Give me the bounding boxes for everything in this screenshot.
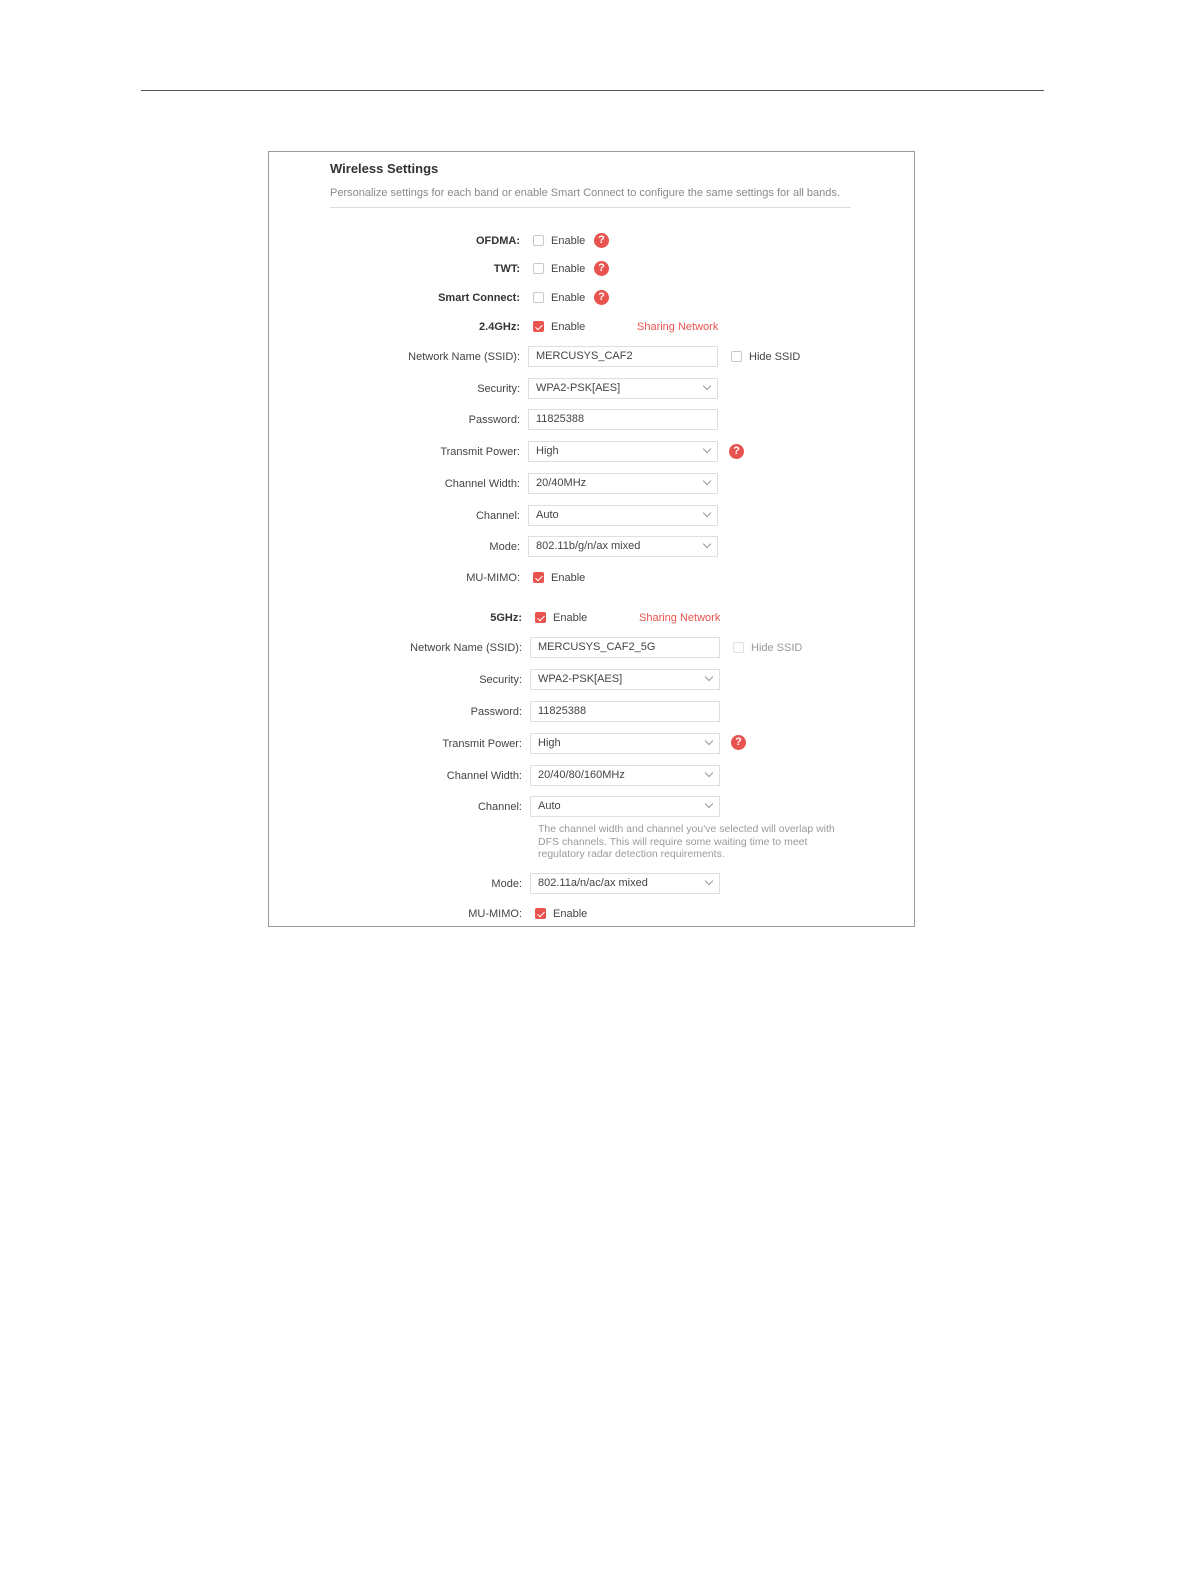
band-5-sharing-network-link[interactable]: Sharing Network (639, 612, 721, 624)
mumimo-24-enable-text: Enable (551, 572, 586, 584)
chevron-down-icon (703, 509, 711, 517)
ssid-24-label: Network Name (SSID): (408, 351, 520, 363)
chevron-down-icon (705, 877, 713, 885)
security-24-select[interactable] (528, 378, 718, 399)
help-icon[interactable]: ? (594, 261, 609, 276)
password-5-label: Password: (470, 706, 522, 718)
dfs-warning-note: The channel width and channel you've selected will overlap with DFS channels. This will require some waiting time to meet regulatory radar detection requirements. (538, 823, 835, 860)
ofdma-checkbox[interactable] (533, 235, 544, 246)
panel-title: Wireless Settings (330, 161, 439, 176)
transmit-power-24-label: Transmit Power: (440, 446, 520, 458)
twt-enable-text: Enable (551, 263, 586, 275)
transmit-power-5-label: Transmit Power: (442, 738, 522, 750)
ssid-24-input[interactable] (528, 346, 718, 367)
band-5-enable-checkbox[interactable] (535, 612, 546, 623)
smart-connect-enable-text: Enable (551, 292, 586, 304)
chevron-down-icon (703, 477, 711, 485)
ofdma-enable-text: Enable (551, 235, 586, 247)
page-header-rule (141, 90, 1044, 91)
chevron-down-icon (705, 769, 713, 777)
ssid-5-label: Network Name (SSID): (410, 642, 522, 654)
security-5-label: Security: (479, 674, 522, 686)
smart-connect-checkbox[interactable] (533, 292, 544, 303)
ssid-24-value: MERCUSYS_CAF2 (536, 350, 633, 362)
channel-width-24-select[interactable] (528, 473, 718, 494)
password-5-value: 11825388 (538, 705, 587, 717)
help-icon[interactable]: ? (594, 290, 609, 305)
help-icon[interactable]: ? (729, 444, 744, 459)
password-24-value: 11825388 (536, 413, 585, 425)
smart-connect-label: Smart Connect: (438, 292, 520, 304)
hide-ssid-5-checkbox[interactable] (733, 642, 744, 653)
twt-label: TWT: (493, 263, 520, 275)
ofdma-label: OFDMA: (476, 235, 520, 247)
mode-5-select[interactable] (530, 873, 720, 894)
mode-24-select[interactable] (528, 536, 718, 557)
twt-checkbox[interactable] (533, 263, 544, 274)
title-divider (330, 207, 851, 208)
channel-24-select[interactable] (528, 505, 718, 526)
password-24-label: Password: (468, 414, 520, 426)
chevron-down-icon (703, 445, 711, 453)
chevron-down-icon (705, 673, 713, 681)
band-24-enable-text: Enable (551, 321, 586, 333)
ssid-5-value: MERCUSYS_CAF2_5G (538, 641, 656, 653)
channel-width-24-value: 20/40MHz (536, 477, 587, 489)
mumimo-24-label: MU-MIMO: (466, 572, 520, 584)
mode-24-value: 802.11b/g/n/ax mixed (536, 540, 641, 552)
channel-24-value: Auto (536, 509, 559, 521)
security-24-label: Security: (477, 383, 520, 395)
wireless-settings-panel (268, 151, 915, 927)
chevron-down-icon (705, 800, 713, 808)
band-5-label: 5GHz: (490, 612, 522, 624)
channel-5-label: Channel: (477, 801, 522, 813)
transmit-power-5-value: High (538, 737, 561, 749)
channel-24-label: Channel: (475, 510, 520, 522)
security-5-select[interactable] (530, 669, 720, 690)
mumimo-5-enable-text: Enable (553, 908, 588, 920)
chevron-down-icon (705, 737, 713, 745)
help-icon[interactable]: ? (731, 735, 746, 750)
hide-ssid-5-text: Hide SSID (751, 642, 803, 654)
password-5-input[interactable] (530, 701, 720, 722)
channel-5-value: Auto (538, 800, 561, 812)
mode-5-label: Mode: (491, 878, 522, 890)
mode-24-label: Mode: (489, 541, 520, 553)
ssid-5-input[interactable] (530, 637, 720, 658)
mumimo-24-checkbox[interactable] (533, 572, 544, 583)
band-24-enable-checkbox[interactable] (533, 321, 544, 332)
mode-5-value: 802.11a/n/ac/ax mixed (538, 877, 648, 889)
band-24-label: 2.4GHz: (479, 321, 520, 333)
channel-width-24-label: Channel Width: (444, 478, 520, 490)
security-24-value: WPA2-PSK[AES] (536, 382, 621, 394)
help-icon[interactable]: ? (594, 233, 609, 248)
channel-width-5-label: Channel Width: (446, 770, 522, 782)
transmit-power-24-value: High (536, 445, 559, 457)
password-24-input[interactable] (528, 409, 718, 430)
channel-5-select[interactable] (530, 796, 720, 817)
transmit-power-5-select[interactable] (530, 733, 720, 754)
security-5-value: WPA2-PSK[AES] (538, 673, 623, 685)
mumimo-5-checkbox[interactable] (535, 908, 546, 919)
channel-width-5-value: 20/40/80/160MHz (538, 769, 625, 781)
hide-ssid-24-text: Hide SSID (749, 351, 801, 363)
transmit-power-24-select[interactable] (528, 441, 718, 462)
chevron-down-icon (703, 382, 711, 390)
chevron-down-icon (703, 540, 711, 548)
panel-subtitle: Personalize settings for each band or enable Smart Connect to configure the same settings for all bands. (330, 187, 840, 199)
hide-ssid-24-checkbox[interactable] (731, 351, 742, 362)
channel-width-5-select[interactable] (530, 765, 720, 786)
band-24-sharing-network-link[interactable]: Sharing Network (637, 321, 719, 333)
band-5-enable-text: Enable (553, 612, 588, 624)
mumimo-5-label: MU-MIMO: (468, 908, 522, 920)
